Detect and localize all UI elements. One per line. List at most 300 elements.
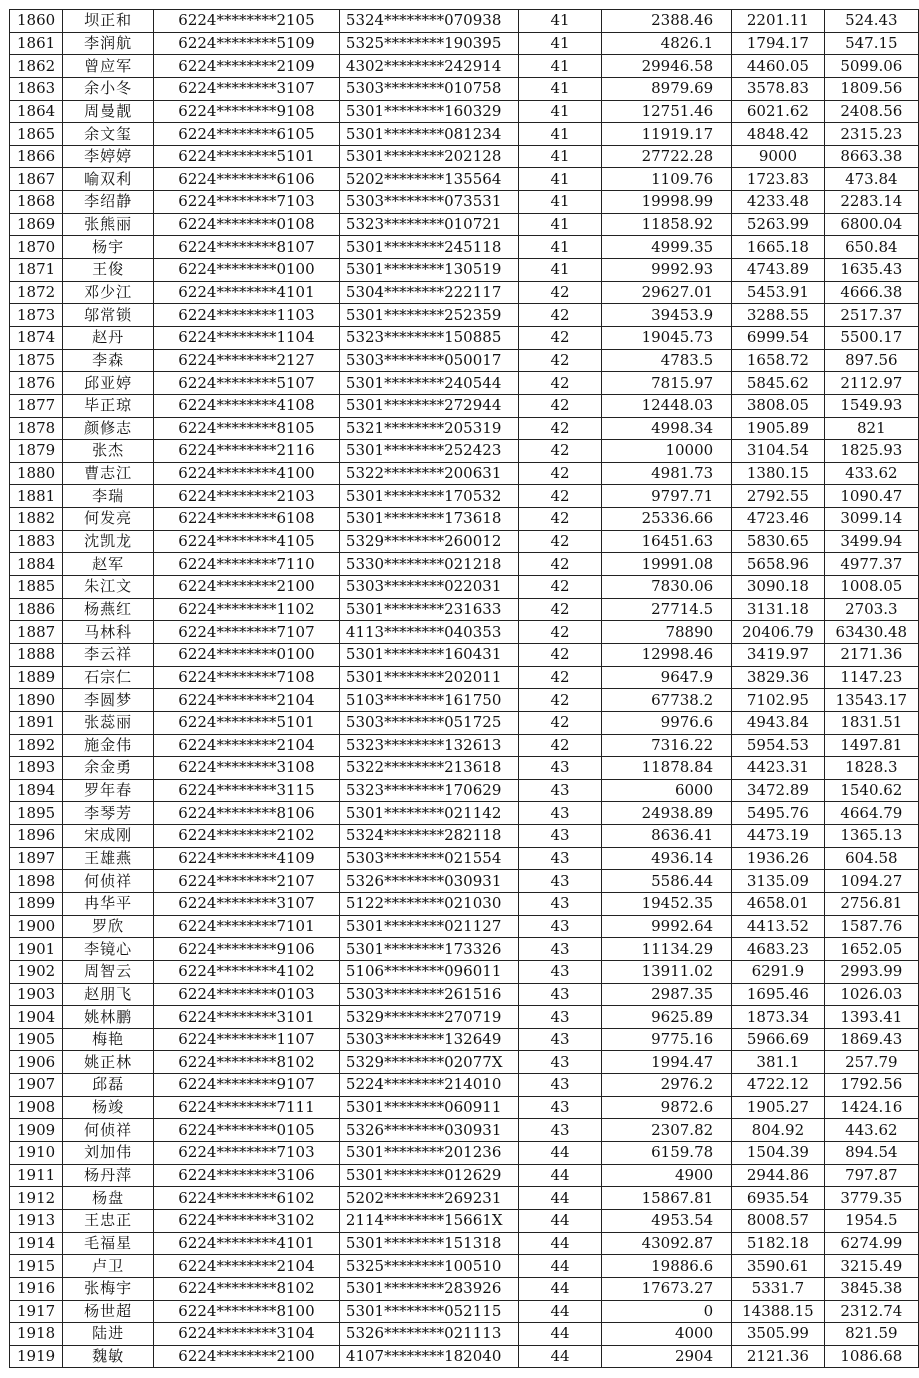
id-number-cell: 5321********205319: [339, 417, 518, 440]
amount3-cell: 1008.05: [824, 576, 918, 599]
name-cell: 曾应军: [63, 55, 154, 78]
row-number: 1912: [10, 1187, 63, 1210]
name-cell: 梅艳: [63, 1028, 154, 1051]
name-cell: 毛福星: [63, 1232, 154, 1255]
row-number: 1905: [10, 1028, 63, 1051]
bank-card-cell: 6224********3101: [154, 1006, 340, 1029]
row-number: 1903: [10, 983, 63, 1006]
amount-cell: 11134.29: [602, 938, 732, 961]
group-cell: 41: [518, 55, 601, 78]
amount2-cell: 14388.15: [732, 1300, 825, 1323]
id-number-cell: 5303********132649: [339, 1028, 518, 1051]
amount3-cell: 5099.06: [824, 55, 918, 78]
amount3-cell: 2517.37: [824, 304, 918, 327]
group-cell: 43: [518, 825, 601, 848]
group-cell: 41: [518, 123, 601, 146]
bank-card-cell: 6224********6108: [154, 508, 340, 531]
amount3-cell: 1635.43: [824, 259, 918, 282]
id-number-cell: 5303********050017: [339, 349, 518, 372]
bank-card-cell: 6224********2107: [154, 870, 340, 893]
name-cell: 朱江文: [63, 576, 154, 599]
id-number-cell: 5122********021030: [339, 892, 518, 915]
id-number-cell: 5202********269231: [339, 1187, 518, 1210]
name-cell: 宋成刚: [63, 825, 154, 848]
group-cell: 44: [518, 1232, 601, 1255]
amount2-cell: 5954.53: [732, 734, 825, 757]
table-row: [10, 32, 919, 55]
row-number: 1913: [10, 1209, 63, 1232]
id-number-cell: 5329********270719: [339, 1006, 518, 1029]
amount3-cell: 1587.76: [824, 915, 918, 938]
amount-cell: 67738.2: [602, 689, 732, 712]
bank-card-cell: 6224********0103: [154, 983, 340, 1006]
id-number-cell: 5301********173326: [339, 938, 518, 961]
amount-cell: 4999.35: [602, 236, 732, 259]
amount3-cell: 1825.93: [824, 440, 918, 463]
amount3-cell: 257.79: [824, 1051, 918, 1074]
amount-cell: 1109.76: [602, 168, 732, 191]
name-cell: 赵朋飞: [63, 983, 154, 1006]
group-cell: 43: [518, 983, 601, 1006]
group-cell: 42: [518, 462, 601, 485]
id-number-cell: 5301********252359: [339, 304, 518, 327]
name-cell: 刘加伟: [63, 1142, 154, 1165]
table-row: [10, 326, 919, 349]
name-cell: 陆进: [63, 1323, 154, 1346]
amount3-cell: 1094.27: [824, 870, 918, 893]
amount3-cell: 797.87: [824, 1164, 918, 1187]
name-cell: 颜修志: [63, 417, 154, 440]
amount-cell: 39453.9: [602, 304, 732, 327]
row-number: 1878: [10, 417, 63, 440]
row-number: 1866: [10, 145, 63, 168]
amount2-cell: 4423.31: [732, 757, 825, 780]
amount-cell: 4900: [602, 1164, 732, 1187]
table-row: [10, 666, 919, 689]
table-row: [10, 643, 919, 666]
bank-card-cell: 6224********7101: [154, 915, 340, 938]
bank-card-cell: 6224********6106: [154, 168, 340, 191]
id-number-cell: 5103********161750: [339, 689, 518, 712]
data-table: [9, 9, 919, 1368]
amount2-cell: 3505.99: [732, 1323, 825, 1346]
id-number-cell: 5301********202128: [339, 145, 518, 168]
bank-card-cell: 6224********2104: [154, 734, 340, 757]
id-number-cell: 4302********242914: [339, 55, 518, 78]
id-number-cell: 5301********160329: [339, 100, 518, 123]
amount-cell: 8979.69: [602, 77, 732, 100]
table-row: [10, 1255, 919, 1278]
amount-cell: 12751.46: [602, 100, 732, 123]
row-number: 1898: [10, 870, 63, 893]
bank-card-cell: 6224********4102: [154, 960, 340, 983]
id-number-cell: 5303********010758: [339, 77, 518, 100]
amount-cell: 4936.14: [602, 847, 732, 870]
bank-card-cell: 6224********9108: [154, 100, 340, 123]
row-number: 1887: [10, 621, 63, 644]
id-number-cell: 5330********021218: [339, 553, 518, 576]
id-number-cell: 5301********252423: [339, 440, 518, 463]
group-cell: 42: [518, 349, 601, 372]
amount3-cell: 13543.17: [824, 689, 918, 712]
amount-cell: 11919.17: [602, 123, 732, 146]
amount-cell: 4826.1: [602, 32, 732, 55]
amount3-cell: 897.56: [824, 349, 918, 372]
bank-card-cell: 6224********4108: [154, 394, 340, 417]
table-row: [10, 485, 919, 508]
table-row: [10, 213, 919, 236]
amount2-cell: 4943.84: [732, 711, 825, 734]
amount3-cell: 2312.74: [824, 1300, 918, 1323]
table-row: [10, 711, 919, 734]
amount2-cell: 5182.18: [732, 1232, 825, 1255]
row-number: 1869: [10, 213, 63, 236]
bank-card-cell: 6224********2105: [154, 10, 340, 33]
amount-cell: 9872.6: [602, 1096, 732, 1119]
id-number-cell: 5106********096011: [339, 960, 518, 983]
bank-card-cell: 6224********1107: [154, 1028, 340, 1051]
group-cell: 41: [518, 168, 601, 191]
amount2-cell: 1905.89: [732, 417, 825, 440]
amount-cell: 9647.9: [602, 666, 732, 689]
group-cell: 42: [518, 304, 601, 327]
amount2-cell: 4723.46: [732, 508, 825, 531]
group-cell: 42: [518, 440, 601, 463]
table-row: [10, 779, 919, 802]
amount3-cell: 3215.49: [824, 1255, 918, 1278]
table-row: [10, 1209, 919, 1232]
row-number: 1918: [10, 1323, 63, 1346]
table-row: [10, 417, 919, 440]
amount2-cell: 7102.95: [732, 689, 825, 712]
group-cell: 41: [518, 100, 601, 123]
group-cell: 42: [518, 372, 601, 395]
row-number: 1895: [10, 802, 63, 825]
amount-cell: 4783.5: [602, 349, 732, 372]
group-cell: 44: [518, 1187, 601, 1210]
name-cell: 李瑞: [63, 485, 154, 508]
table-row: [10, 191, 919, 214]
row-number: 1872: [10, 281, 63, 304]
amount-cell: 4981.73: [602, 462, 732, 485]
amount3-cell: 2408.56: [824, 100, 918, 123]
group-cell: 41: [518, 77, 601, 100]
table-row: [10, 1028, 919, 1051]
amount-cell: 9992.93: [602, 259, 732, 282]
bank-card-cell: 6224********3106: [154, 1164, 340, 1187]
amount3-cell: 1365.13: [824, 825, 918, 848]
group-cell: 42: [518, 485, 601, 508]
table-row: [10, 598, 919, 621]
amount2-cell: 5830.65: [732, 530, 825, 553]
table-row: [10, 734, 919, 757]
amount3-cell: 2756.81: [824, 892, 918, 915]
id-number-cell: 5301********012629: [339, 1164, 518, 1187]
amount2-cell: 3131.18: [732, 598, 825, 621]
group-cell: 41: [518, 259, 601, 282]
row-number: 1880: [10, 462, 63, 485]
amount3-cell: 3779.35: [824, 1187, 918, 1210]
row-number: 1893: [10, 757, 63, 780]
amount2-cell: 4722.12: [732, 1074, 825, 1097]
row-number: 1899: [10, 892, 63, 915]
amount2-cell: 4683.23: [732, 938, 825, 961]
group-cell: 43: [518, 847, 601, 870]
amount-cell: 9992.64: [602, 915, 732, 938]
amount-cell: 9775.16: [602, 1028, 732, 1051]
id-number-cell: 5202********135564: [339, 168, 518, 191]
amount2-cell: 1695.46: [732, 983, 825, 1006]
table-row: [10, 508, 919, 531]
table-row: [10, 915, 919, 938]
name-cell: 坝正和: [63, 10, 154, 33]
amount-cell: 2388.46: [602, 10, 732, 33]
name-cell: 冉华平: [63, 892, 154, 915]
amount2-cell: 4658.01: [732, 892, 825, 915]
table-row: [10, 1232, 919, 1255]
table-row: [10, 983, 919, 1006]
name-cell: 张梅宇: [63, 1277, 154, 1300]
amount3-cell: 821: [824, 417, 918, 440]
amount-cell: 9625.89: [602, 1006, 732, 1029]
amount3-cell: 1652.05: [824, 938, 918, 961]
amount2-cell: 1794.17: [732, 32, 825, 55]
name-cell: 王俊: [63, 259, 154, 282]
bank-card-cell: 6224********0100: [154, 643, 340, 666]
group-cell: 43: [518, 779, 601, 802]
amount3-cell: 1549.93: [824, 394, 918, 417]
amount2-cell: 804.92: [732, 1119, 825, 1142]
table-row: [10, 1006, 919, 1029]
bank-card-cell: 6224********4105: [154, 530, 340, 553]
group-cell: 43: [518, 1051, 601, 1074]
row-number: 1865: [10, 123, 63, 146]
id-number-cell: 5304********222117: [339, 281, 518, 304]
id-number-cell: 5301********060911: [339, 1096, 518, 1119]
bank-card-cell: 6224********7103: [154, 1142, 340, 1165]
group-cell: 41: [518, 145, 601, 168]
amount-cell: 7316.22: [602, 734, 732, 757]
amount2-cell: 5263.99: [732, 213, 825, 236]
group-cell: 43: [518, 870, 601, 893]
amount2-cell: 6021.62: [732, 100, 825, 123]
amount-cell: 17673.27: [602, 1277, 732, 1300]
bank-card-cell: 6224********3102: [154, 1209, 340, 1232]
bank-card-cell: 6224********8107: [154, 236, 340, 259]
amount3-cell: 3099.14: [824, 508, 918, 531]
amount2-cell: 4743.89: [732, 259, 825, 282]
table-row: [10, 304, 919, 327]
table-row: [10, 1323, 919, 1346]
name-cell: 王雄燕: [63, 847, 154, 870]
row-number: 1863: [10, 77, 63, 100]
amount2-cell: 1905.27: [732, 1096, 825, 1119]
row-number: 1862: [10, 55, 63, 78]
id-number-cell: 5303********073531: [339, 191, 518, 214]
amount2-cell: 3808.05: [732, 394, 825, 417]
row-number: 1909: [10, 1119, 63, 1142]
group-cell: 44: [518, 1255, 601, 1278]
amount-cell: 11878.84: [602, 757, 732, 780]
amount2-cell: 3090.18: [732, 576, 825, 599]
group-cell: 44: [518, 1323, 601, 1346]
name-cell: 石宗仁: [63, 666, 154, 689]
amount3-cell: 1026.03: [824, 983, 918, 1006]
row-number: 1882: [10, 508, 63, 531]
group-cell: 43: [518, 915, 601, 938]
amount-cell: 29627.01: [602, 281, 732, 304]
bank-card-cell: 6224********4101: [154, 1232, 340, 1255]
amount3-cell: 1954.5: [824, 1209, 918, 1232]
id-number-cell: 5325********100510: [339, 1255, 518, 1278]
amount3-cell: 2112.97: [824, 372, 918, 395]
bank-card-cell: 6224********5101: [154, 145, 340, 168]
name-cell: 杨世超: [63, 1300, 154, 1323]
amount2-cell: 2121.36: [732, 1345, 825, 1368]
name-cell: 姚林鹏: [63, 1006, 154, 1029]
table-row: [10, 621, 919, 644]
table-row: [10, 847, 919, 870]
amount2-cell: 4413.52: [732, 915, 825, 938]
id-number-cell: 5301********240544: [339, 372, 518, 395]
amount2-cell: 3590.61: [732, 1255, 825, 1278]
amount2-cell: 3829.36: [732, 666, 825, 689]
bank-card-cell: 6224********2109: [154, 55, 340, 78]
bank-card-cell: 6224********2127: [154, 349, 340, 372]
name-cell: 李润航: [63, 32, 154, 55]
row-number: 1870: [10, 236, 63, 259]
group-cell: 43: [518, 892, 601, 915]
amount3-cell: 1090.47: [824, 485, 918, 508]
bank-card-cell: 6224********4101: [154, 281, 340, 304]
group-cell: 42: [518, 643, 601, 666]
id-number-cell: 5326********030931: [339, 1119, 518, 1142]
name-cell: 王忠正: [63, 1209, 154, 1232]
id-number-cell: 5326********030931: [339, 870, 518, 893]
table-row: [10, 825, 919, 848]
name-cell: 杨竣: [63, 1096, 154, 1119]
amount2-cell: 6935.54: [732, 1187, 825, 1210]
bank-card-cell: 6224********3108: [154, 757, 340, 780]
row-number: 1915: [10, 1255, 63, 1278]
amount3-cell: 6800.04: [824, 213, 918, 236]
bank-card-cell: 6224********1103: [154, 304, 340, 327]
bank-card-cell: 6224********3104: [154, 1323, 340, 1346]
group-cell: 41: [518, 236, 601, 259]
amount-cell: 2987.35: [602, 983, 732, 1006]
amount2-cell: 2201.11: [732, 10, 825, 33]
table-row: [10, 1051, 919, 1074]
amount3-cell: 4977.37: [824, 553, 918, 576]
group-cell: 43: [518, 802, 601, 825]
row-number: 1891: [10, 711, 63, 734]
amount-cell: 11858.92: [602, 213, 732, 236]
amount2-cell: 5495.76: [732, 802, 825, 825]
row-number: 1906: [10, 1051, 63, 1074]
row-number: 1902: [10, 960, 63, 983]
amount2-cell: 2792.55: [732, 485, 825, 508]
amount2-cell: 6291.9: [732, 960, 825, 983]
bank-card-cell: 6224********8102: [154, 1277, 340, 1300]
id-number-cell: 5301********173618: [339, 508, 518, 531]
name-cell: 罗年春: [63, 779, 154, 802]
bank-card-cell: 6224********2100: [154, 576, 340, 599]
row-number: 1908: [10, 1096, 63, 1119]
bank-card-cell: 6224********0108: [154, 213, 340, 236]
amount3-cell: 547.15: [824, 32, 918, 55]
name-cell: 罗欣: [63, 915, 154, 938]
name-cell: 赵军: [63, 553, 154, 576]
group-cell: 43: [518, 1028, 601, 1051]
name-cell: 施金伟: [63, 734, 154, 757]
amount-cell: 7830.06: [602, 576, 732, 599]
id-number-cell: 5301********245118: [339, 236, 518, 259]
amount-cell: 12998.46: [602, 643, 732, 666]
group-cell: 43: [518, 1096, 601, 1119]
table-row: [10, 689, 919, 712]
id-number-cell: 5301********081234: [339, 123, 518, 146]
name-cell: 赵丹: [63, 326, 154, 349]
amount2-cell: 4473.19: [732, 825, 825, 848]
name-cell: 李婷婷: [63, 145, 154, 168]
amount2-cell: 9000: [732, 145, 825, 168]
id-number-cell: 5329********260012: [339, 530, 518, 553]
id-number-cell: 5322********200631: [339, 462, 518, 485]
amount-cell: 6000: [602, 779, 732, 802]
table-row: [10, 10, 919, 33]
name-cell: 李镜心: [63, 938, 154, 961]
amount3-cell: 3845.38: [824, 1277, 918, 1300]
name-cell: 邓少江: [63, 281, 154, 304]
amount-cell: 7815.97: [602, 372, 732, 395]
row-number: 1901: [10, 938, 63, 961]
row-number: 1886: [10, 598, 63, 621]
row-number: 1861: [10, 32, 63, 55]
name-cell: 余小冬: [63, 77, 154, 100]
amount3-cell: 894.54: [824, 1142, 918, 1165]
table-row: [10, 1096, 919, 1119]
amount2-cell: 1504.39: [732, 1142, 825, 1165]
amount2-cell: 1380.15: [732, 462, 825, 485]
bank-card-cell: 6224********5107: [154, 372, 340, 395]
bank-card-cell: 6224********0105: [154, 1119, 340, 1142]
name-cell: 杨盘: [63, 1187, 154, 1210]
amount2-cell: 3419.97: [732, 643, 825, 666]
table-row: [10, 349, 919, 372]
name-cell: 卢卫: [63, 1255, 154, 1278]
table-row: [10, 77, 919, 100]
amount-cell: 8636.41: [602, 825, 732, 848]
amount-cell: 19991.08: [602, 553, 732, 576]
amount-cell: 9797.71: [602, 485, 732, 508]
table-row: [10, 757, 919, 780]
bank-card-cell: 6224********8106: [154, 802, 340, 825]
amount3-cell: 1792.56: [824, 1074, 918, 1097]
id-number-cell: 5301********231633: [339, 598, 518, 621]
amount3-cell: 604.58: [824, 847, 918, 870]
amount3-cell: 1497.81: [824, 734, 918, 757]
group-cell: 43: [518, 1119, 601, 1142]
group-cell: 42: [518, 394, 601, 417]
bank-card-cell: 6224********0100: [154, 259, 340, 282]
amount3-cell: 433.62: [824, 462, 918, 485]
row-number: 1888: [10, 643, 63, 666]
amount2-cell: 4460.05: [732, 55, 825, 78]
table-row: [10, 576, 919, 599]
amount3-cell: 3499.94: [824, 530, 918, 553]
id-number-cell: 5323********150885: [339, 326, 518, 349]
group-cell: 43: [518, 757, 601, 780]
